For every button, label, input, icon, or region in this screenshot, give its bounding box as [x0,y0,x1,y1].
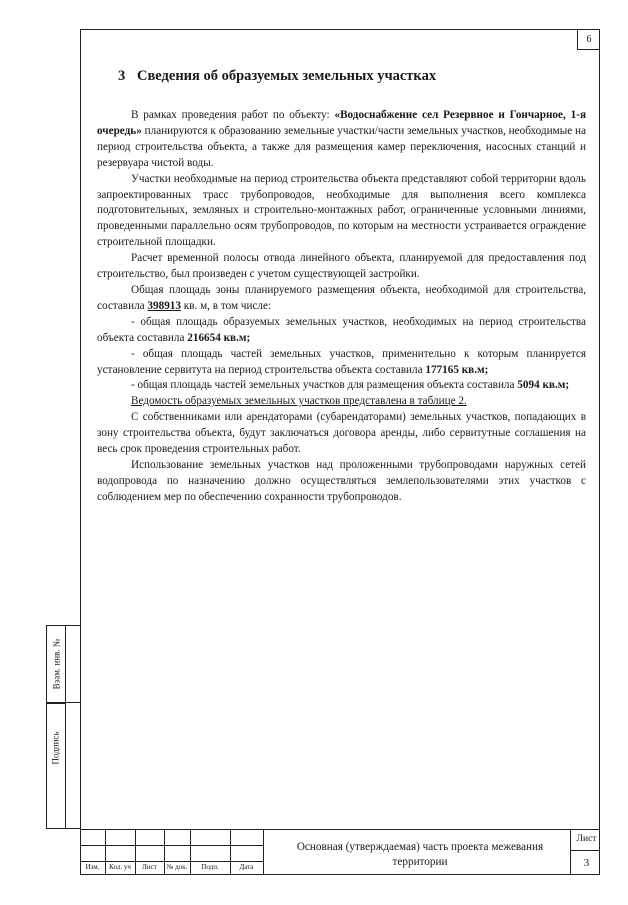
paragraph-total-area: Общая площадь зоны планируемого размещения объекта, необходимой для строительства, составила 398913 кв. м, в том числе: [97,283,586,312]
tb-header-doc-no: № док. [166,863,188,871]
paragraph-construction-plots: Участки необходимые на период строительства объекта представляют собой территории вдоль запроектированных трасс трубопроводов, необходимые для выполнения всего комплекса подготовительных, земляных и строительно-монтажных работ, ограниченные условными линиями, проведенными параллельно осям трубопроводов, по которым на местности устраивается ограждение строительной площадки. [97,172,586,249]
paragraph-formed-plots-area: - общая площадь образуемых земельных участков, необходимых на период строительства объекта составила 216654 кв.м; [97,315,586,344]
total-area-value: 398913 [147,299,181,312]
servitude-area-value: 177165 кв.м; [425,363,489,376]
tb-sheet-label: Лист [576,834,597,844]
side-stamp-label-podpis: Подпись [51,731,61,765]
paragraph-owners: С собственниками или арендаторами (субарендаторами) земельных участков, попадающих в зону строительства объекта, будут заключаться договора аренды, либо сервитутные соглашения на весь срок проведения строительных работ. [97,411,586,456]
paragraph-usage: Использование земельных участков над проложенными трубопроводами наружных сетей водопровода по назначению должно осуществляться землепользователями этих участков с соблюдением мер по обеспечению сохранности трубопроводов. [97,458,586,503]
title-block [80,829,600,875]
object-name: «Водоснабжение сел Резервное и Гончарное, 1-я очередь» [97,109,586,137]
tb-header-data: Дата [239,863,254,871]
tb-sheet-number: 3 [583,857,590,869]
paragraph-calculation: Расчет временной полосы отвода линейного объекта, планируемой для предоставления под строительство, был произведен с учетом существующей застройки. [97,252,586,281]
section-number: 3 [118,68,126,84]
paragraph-servitude-area: - общая площадь частей земельных участков, применительно к которым планируется установление сервитута на период строительства объекта составила 177165 кв.м; [97,347,586,376]
paragraph-intro: В рамках проведения работ по объекту: «Водоснабжение сел Резервное и Гончарное, 1-я очередь» планируются к образованию земельные участки/части земельных участков, необходимые на период строительства объекта, а также для размещения камер переключения, насосных станций и резервуара чистой воды. [97,109,586,169]
section-title: Сведения об образуемых земельных участках [137,68,437,84]
tb-header-izm: Изм. [85,863,100,871]
placement-area-value: 5094 кв.м; [517,379,570,392]
tb-header-podp: Подп. [201,863,219,871]
side-stamp-value-vzam [66,625,80,703]
tb-header-list: Лист [142,863,157,871]
tb-document-title: Основная (утверждаемая) часть проекта межевания территории [296,841,544,868]
table-reference-link[interactable]: Ведомость образуемых земельных участков представлена в таблице 2. [131,395,467,408]
side-stamp-value-podpis [66,703,80,829]
section-heading [118,68,578,85]
tb-header-kol-uch: Кол. уч [109,863,131,871]
paragraph-placement-area: - общая площадь частей земельных участков для размещения объекта составила 5094 кв.м; [131,379,570,392]
side-stamp-label-vzam: Взам. инв. № [51,638,61,690]
document-body [97,108,586,506]
formed-plots-area-value: 216654 кв.м; [187,331,251,344]
page-number: 6 [577,29,600,50]
